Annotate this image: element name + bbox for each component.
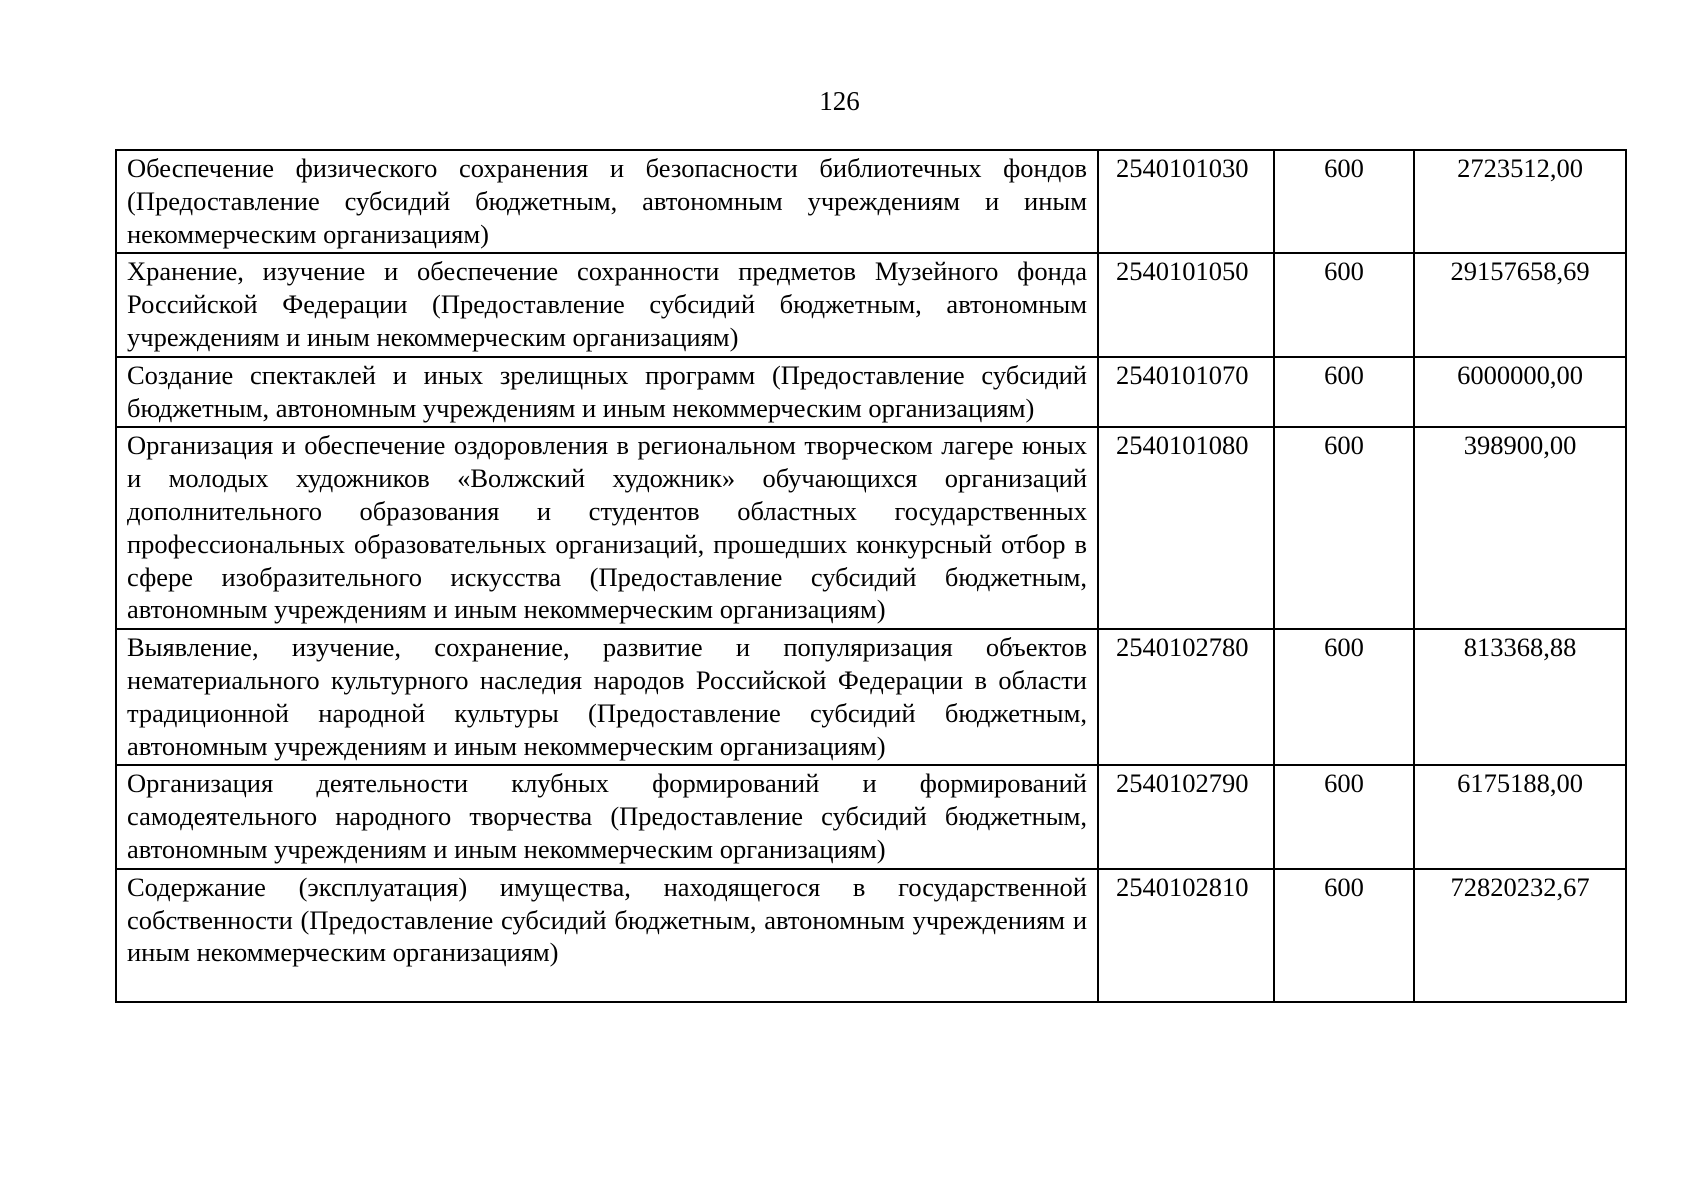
row-target-code: 2540101030 — [1098, 150, 1274, 253]
row-target-code: 2540102810 — [1098, 869, 1274, 1002]
table-row — [116, 253, 1626, 356]
row-expense-type: 600 — [1274, 150, 1414, 253]
table-row — [116, 869, 1626, 1002]
row-amount: 72820232,67 — [1414, 869, 1626, 1002]
row-target-code: 2540102790 — [1098, 765, 1274, 868]
table-row — [116, 150, 1626, 253]
row-amount: 398900,00 — [1414, 427, 1626, 629]
row-target-code: 2540101070 — [1098, 357, 1274, 428]
table-row — [116, 357, 1626, 428]
row-description: Содержание (эксплуатация) имущества, находящегося в государственной собственности (Предоставление субсидий бюджетным, автономным учреждениям и иным некоммерческим организациям) — [116, 869, 1098, 1002]
row-target-code: 2540102780 — [1098, 629, 1274, 765]
table-row — [116, 765, 1626, 868]
row-description: Организация деятельности клубных формирований и формирований самодеятельного народного творчества (Предоставление субсидий бюджетным, автономным учреждениям и иным некоммерческим организациям) — [116, 765, 1098, 868]
row-expense-type: 600 — [1274, 357, 1414, 428]
row-target-code: 2540101080 — [1098, 427, 1274, 629]
row-amount: 29157658,69 — [1414, 253, 1626, 356]
row-expense-type: 600 — [1274, 765, 1414, 868]
row-target-code: 2540101050 — [1098, 253, 1274, 356]
row-expense-type: 600 — [1274, 427, 1414, 629]
row-description: Выявление, изучение, сохранение, развитие и популяризация объектов нематериального культурного наследия народов Российской Федерации в области традиционной народной культуры (Предоставление субсидий бюджетным, автономным учреждениям и иным некоммерческим организациям) — [116, 629, 1098, 765]
table-row — [116, 427, 1626, 629]
row-description: Хранение, изучение и обеспечение сохранности предметов Музейного фонда Российской Федерации (Предоставление субсидий бюджетным, автономным учреждениям и иным некоммерческим организациям) — [116, 253, 1098, 356]
row-description: Создание спектаклей и иных зрелищных программ (Предоставление субсидий бюджетным, автономным учреждениям и иным некоммерческим организациям) — [116, 357, 1098, 428]
row-amount: 813368,88 — [1414, 629, 1626, 765]
row-expense-type: 600 — [1274, 253, 1414, 356]
budget-table — [115, 149, 1627, 1003]
row-expense-type: 600 — [1274, 869, 1414, 1002]
table-row — [116, 629, 1626, 765]
page-number: 126 — [819, 86, 860, 116]
row-description: Организация и обеспечение оздоровления в региональном творческом лагере юных и молодых художников «Волжский художник» обучающихся организаций дополнительного образования и студентов областных государственных профессиональных образовательных организаций, прошедших конкурсный отбор в сфере изобразительного искусства (Предоставление субсидий бюджетным, автономным учреждениям и иным некоммерческим организациям) — [116, 427, 1098, 629]
row-amount: 2723512,00 — [1414, 150, 1626, 253]
row-amount: 6000000,00 — [1414, 357, 1626, 428]
row-amount: 6175188,00 — [1414, 765, 1626, 868]
row-expense-type: 600 — [1274, 629, 1414, 765]
row-description: Обеспечение физического сохранения и безопасности библиотечных фондов (Предоставление субсидий бюджетным, автономным учреждениям и иным некоммерческим организациям) — [116, 150, 1098, 253]
